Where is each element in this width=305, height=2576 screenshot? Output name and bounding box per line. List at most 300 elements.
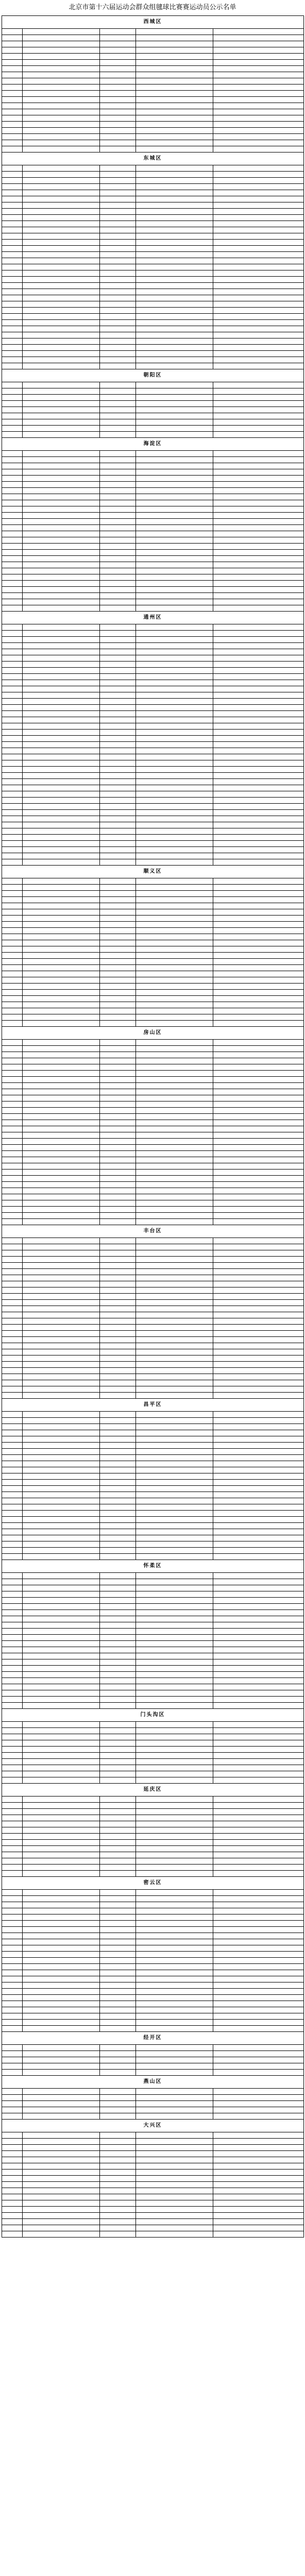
athlete-name-cell	[23, 351, 100, 357]
gender-cell	[100, 1244, 136, 1250]
category-cell	[213, 1443, 304, 1449]
athlete-name-cell	[23, 984, 100, 990]
table-row	[2, 332, 304, 338]
row-number-cell	[2, 1355, 23, 1362]
category-cell	[213, 1151, 304, 1157]
category-cell	[213, 2113, 304, 2120]
row-number-cell	[2, 1927, 23, 1933]
birth-date-cell	[136, 1523, 213, 1529]
table-row	[2, 488, 304, 494]
table-row	[2, 965, 304, 971]
athlete-name-cell	[23, 500, 100, 506]
birth-date-cell	[136, 2013, 213, 2020]
category-cell	[213, 1418, 304, 1424]
row-number-cell	[2, 1182, 23, 1188]
athlete-name-cell	[23, 680, 100, 686]
birth-date-cell	[136, 184, 213, 190]
section-title: 燕山区	[2, 2076, 304, 2089]
table-row	[2, 270, 304, 277]
row-number-cell	[2, 2045, 23, 2051]
birth-date-cell	[136, 351, 213, 357]
row-number-cell	[2, 54, 23, 60]
birth-date-cell	[136, 1263, 213, 1269]
category-cell	[213, 847, 304, 853]
gender-cell	[100, 1765, 136, 1771]
gender-cell	[100, 395, 136, 401]
athlete-name-cell	[23, 668, 100, 674]
birth-date-cell	[136, 1449, 213, 1455]
category-cell	[213, 692, 304, 699]
gender-cell	[100, 1077, 136, 1083]
birth-date-cell	[136, 1139, 213, 1145]
section-title: 朝阳区	[2, 369, 304, 382]
athlete-name-cell	[23, 946, 100, 953]
table-row	[2, 1349, 304, 1355]
athlete-name-cell	[23, 1467, 100, 1473]
row-number-cell	[2, 476, 23, 482]
gender-cell	[100, 1610, 136, 1616]
birth-date-cell	[136, 209, 213, 215]
athlete-name-cell	[23, 1349, 100, 1355]
athlete-name-cell	[23, 1958, 100, 1964]
table-row	[2, 1927, 304, 1933]
table-row	[2, 686, 304, 692]
birth-date-cell	[136, 853, 213, 859]
row-number-cell	[2, 2163, 23, 2170]
birth-date-cell	[136, 1982, 213, 1989]
row-number-cell	[2, 2219, 23, 2225]
birth-date-cell	[136, 1331, 213, 1337]
category-cell	[213, 1914, 304, 1921]
athlete-name-cell	[23, 240, 100, 246]
row-number-cell	[2, 1176, 23, 1182]
table-row	[2, 903, 304, 909]
category-cell	[213, 1386, 304, 1393]
row-number-cell	[2, 388, 23, 395]
athlete-name-cell	[23, 1473, 100, 1480]
athlete-name-cell	[23, 345, 100, 351]
birth-date-cell	[136, 779, 213, 785]
category-cell	[213, 798, 304, 804]
category-cell	[213, 897, 304, 903]
birth-date-cell	[136, 562, 213, 568]
category-cell	[213, 432, 304, 438]
gender-cell	[100, 730, 136, 736]
birth-date-cell	[136, 705, 213, 711]
gender-cell	[100, 1511, 136, 1517]
athlete-name-cell	[23, 2157, 100, 2163]
birth-date-cell	[136, 1486, 213, 1492]
category-cell	[213, 953, 304, 959]
category-cell	[213, 1263, 304, 1269]
row-number-cell	[2, 779, 23, 785]
category-cell	[213, 1014, 304, 1021]
row-number-cell	[2, 227, 23, 233]
table-row	[2, 326, 304, 332]
athlete-name-cell	[23, 971, 100, 977]
table-row	[2, 1908, 304, 1914]
athlete-name-cell	[23, 593, 100, 599]
category-cell	[213, 1176, 304, 1182]
row-number-cell	[2, 1703, 23, 1709]
row-number-cell	[2, 1964, 23, 1970]
table-row	[2, 2151, 304, 2157]
birth-date-cell	[136, 544, 213, 550]
table-row	[2, 1306, 304, 1312]
row-number-cell	[2, 1337, 23, 1343]
gender-cell	[100, 196, 136, 202]
row-number-cell	[2, 1331, 23, 1337]
athlete-name-cell	[23, 1449, 100, 1455]
birth-date-cell	[136, 1014, 213, 1021]
table-row	[2, 1865, 304, 1871]
athlete-name-cell	[23, 816, 100, 822]
athlete-name-cell	[23, 426, 100, 432]
row-number-cell	[2, 1443, 23, 1449]
category-cell	[213, 1908, 304, 1914]
row-number-cell	[2, 878, 23, 885]
row-number-cell	[2, 1591, 23, 1598]
table-row	[2, 1368, 304, 1374]
gender-cell	[100, 351, 136, 357]
table-row	[2, 1071, 304, 1077]
row-number-cell	[2, 1473, 23, 1480]
gender-cell	[100, 1257, 136, 1263]
gender-cell	[100, 711, 136, 717]
table-row	[2, 1678, 304, 1684]
gender-cell	[100, 692, 136, 699]
athlete-name-cell	[23, 1970, 100, 1976]
birth-date-cell	[136, 320, 213, 326]
athlete-name-cell	[23, 1554, 100, 1560]
table-row	[2, 1325, 304, 1331]
row-number-cell	[2, 1821, 23, 1827]
section-title: 房山区	[2, 1027, 304, 1040]
category-cell	[213, 1213, 304, 1219]
category-cell	[213, 295, 304, 301]
birth-date-cell	[136, 1902, 213, 1908]
birth-date-cell	[136, 103, 213, 109]
birth-date-cell	[136, 1858, 213, 1865]
category-cell	[213, 1610, 304, 1616]
row-number-cell	[2, 1933, 23, 1939]
birth-date-cell	[136, 227, 213, 233]
gender-cell	[100, 1492, 136, 1498]
table-row	[2, 544, 304, 550]
row-number-cell	[2, 1809, 23, 1815]
gender-cell	[100, 1591, 136, 1598]
row-number-cell	[2, 2057, 23, 2063]
row-number-cell	[2, 1368, 23, 1374]
athlete-name-cell	[23, 47, 100, 54]
row-number-cell	[2, 1815, 23, 1821]
gender-cell	[100, 407, 136, 413]
row-number-cell	[2, 41, 23, 47]
category-cell	[213, 1114, 304, 1120]
birth-date-cell	[136, 928, 213, 934]
category-cell	[213, 1939, 304, 1945]
table-row	[2, 1921, 304, 1927]
gender-cell	[100, 264, 136, 270]
athlete-name-cell	[23, 2200, 100, 2207]
gender-cell	[100, 401, 136, 407]
table-row	[2, 2013, 304, 2020]
gender-cell	[100, 828, 136, 835]
birth-date-cell	[136, 1071, 213, 1077]
birth-date-cell	[136, 574, 213, 581]
birth-date-cell	[136, 363, 213, 369]
birth-date-cell	[136, 996, 213, 1002]
gender-cell	[100, 1846, 136, 1852]
category-cell	[213, 240, 304, 246]
birth-date-cell	[136, 1058, 213, 1064]
category-cell	[213, 97, 304, 103]
category-cell	[213, 270, 304, 277]
category-cell	[213, 1461, 304, 1467]
birth-date-cell	[136, 488, 213, 494]
category-cell	[213, 1598, 304, 1604]
row-number-cell	[2, 270, 23, 277]
category-cell	[213, 562, 304, 568]
table-row	[2, 1852, 304, 1858]
table-row	[2, 1535, 304, 1541]
row-number-cell	[2, 649, 23, 655]
category-cell	[213, 395, 304, 401]
category-cell	[213, 2219, 304, 2225]
birth-date-cell	[136, 822, 213, 828]
gender-cell	[100, 637, 136, 643]
gender-cell	[100, 1108, 136, 1114]
athlete-name-cell	[23, 2001, 100, 2007]
athlete-name-cell	[23, 891, 100, 897]
row-number-cell	[2, 730, 23, 736]
table-row	[2, 1318, 304, 1325]
row-number-cell	[2, 1139, 23, 1145]
birth-date-cell	[136, 1083, 213, 1089]
gender-cell	[100, 1095, 136, 1101]
table-row	[2, 413, 304, 419]
category-cell	[213, 940, 304, 946]
category-cell	[213, 2213, 304, 2219]
table-row	[2, 605, 304, 612]
category-cell	[213, 934, 304, 940]
table-row	[2, 1480, 304, 1486]
gender-cell	[100, 1604, 136, 1610]
gender-cell	[100, 1467, 136, 1473]
athlete-name-cell	[23, 1207, 100, 1213]
gender-cell	[100, 977, 136, 984]
athlete-name-cell	[23, 1157, 100, 1163]
gender-cell	[100, 1287, 136, 1294]
category-cell	[213, 1089, 304, 1095]
category-cell	[213, 655, 304, 662]
table-row	[2, 513, 304, 519]
birth-date-cell	[136, 2101, 213, 2107]
row-number-cell	[2, 1083, 23, 1089]
birth-date-cell	[136, 1622, 213, 1629]
gender-cell	[100, 767, 136, 773]
athlete-name-cell	[23, 2070, 100, 2076]
birth-date-cell	[136, 252, 213, 258]
birth-date-cell	[136, 1443, 213, 1449]
row-number-cell	[2, 1213, 23, 1219]
row-number-cell	[2, 1040, 23, 1046]
row-number-cell	[2, 1529, 23, 1535]
birth-date-cell	[136, 1834, 213, 1840]
birth-date-cell	[136, 1120, 213, 1126]
athlete-name-cell	[23, 1635, 100, 1641]
table-row	[2, 2070, 304, 2076]
category-cell	[213, 1473, 304, 1480]
birth-date-cell	[136, 1436, 213, 1443]
birth-date-cell	[136, 668, 213, 674]
row-number-cell	[2, 1449, 23, 1455]
gender-cell	[100, 1797, 136, 1803]
gender-cell	[100, 1281, 136, 1287]
athlete-name-cell	[23, 2194, 100, 2200]
gender-cell	[100, 1747, 136, 1753]
row-number-cell	[2, 953, 23, 959]
category-cell	[213, 1300, 304, 1306]
gender-cell	[100, 1939, 136, 1945]
table-row	[2, 922, 304, 928]
athlete-name-cell	[23, 1455, 100, 1461]
category-cell	[213, 1139, 304, 1145]
athlete-name-cell	[23, 165, 100, 172]
category-cell	[213, 649, 304, 655]
athlete-name-cell	[23, 537, 100, 544]
birth-date-cell	[136, 1573, 213, 1579]
section-title: 怀柔区	[2, 1560, 304, 1573]
row-number-cell	[2, 1734, 23, 1740]
gender-cell	[100, 1294, 136, 1300]
birth-date-cell	[136, 308, 213, 314]
athlete-name-cell	[23, 1610, 100, 1616]
athlete-name-cell	[23, 1182, 100, 1188]
table-row	[2, 1412, 304, 1418]
gender-cell	[100, 2182, 136, 2188]
row-number-cell	[2, 1188, 23, 1194]
category-cell	[213, 494, 304, 500]
row-number-cell	[2, 60, 23, 66]
athlete-name-cell	[23, 624, 100, 631]
gender-cell	[100, 1040, 136, 1046]
gender-cell	[100, 1635, 136, 1641]
athlete-name-cell	[23, 41, 100, 47]
table-row	[2, 338, 304, 345]
athlete-name-cell	[23, 1722, 100, 1728]
athlete-name-cell	[23, 2182, 100, 2188]
birth-date-cell	[136, 513, 213, 519]
gender-cell	[100, 190, 136, 196]
athlete-name-cell	[23, 1747, 100, 1753]
row-number-cell	[2, 426, 23, 432]
birth-date-cell	[136, 1412, 213, 1418]
category-cell	[213, 1095, 304, 1101]
table-row	[2, 1740, 304, 1747]
birth-date-cell	[136, 91, 213, 97]
category-cell	[213, 1355, 304, 1362]
section-header	[2, 438, 304, 451]
gender-cell	[100, 1666, 136, 1672]
athlete-name-cell	[23, 1492, 100, 1498]
athlete-name-cell	[23, 1504, 100, 1511]
category-cell	[213, 419, 304, 426]
birth-date-cell	[136, 519, 213, 525]
gender-cell	[100, 252, 136, 258]
table-row	[2, 791, 304, 798]
gender-cell	[100, 903, 136, 909]
athlete-name-cell	[23, 289, 100, 295]
athlete-name-cell	[23, 1585, 100, 1591]
row-number-cell	[2, 506, 23, 513]
category-cell	[213, 556, 304, 562]
table-row	[2, 984, 304, 990]
birth-date-cell	[136, 47, 213, 54]
birth-date-cell	[136, 1921, 213, 1927]
category-cell	[213, 457, 304, 463]
category-cell	[213, 1604, 304, 1610]
table-row	[2, 1287, 304, 1294]
gender-cell	[100, 78, 136, 84]
gender-cell	[100, 1480, 136, 1486]
row-number-cell	[2, 810, 23, 816]
row-number-cell	[2, 1771, 23, 1777]
athlete-name-cell	[23, 2132, 100, 2139]
row-number-cell	[2, 513, 23, 519]
gender-cell	[100, 946, 136, 953]
row-number-cell	[2, 1616, 23, 1622]
birth-date-cell	[136, 1374, 213, 1380]
category-cell	[213, 1424, 304, 1430]
category-cell	[213, 227, 304, 233]
row-number-cell	[2, 432, 23, 438]
row-number-cell	[2, 1511, 23, 1517]
birth-date-cell	[136, 295, 213, 301]
row-number-cell	[2, 1747, 23, 1753]
athlete-name-cell	[23, 1921, 100, 1927]
gender-cell	[100, 1021, 136, 1027]
birth-date-cell	[136, 1517, 213, 1523]
category-cell	[213, 1163, 304, 1170]
gender-cell	[100, 1504, 136, 1511]
gender-cell	[100, 1995, 136, 2001]
gender-cell	[100, 1213, 136, 1219]
table-row	[2, 1101, 304, 1108]
gender-cell	[100, 1343, 136, 1349]
table-row	[2, 779, 304, 785]
table-row	[2, 1504, 304, 1511]
row-number-cell	[2, 1052, 23, 1058]
birth-date-cell	[136, 568, 213, 574]
category-cell	[213, 525, 304, 531]
birth-date-cell	[136, 419, 213, 426]
gender-cell	[100, 1517, 136, 1523]
table-row	[2, 2194, 304, 2200]
row-number-cell	[2, 1740, 23, 1747]
birth-date-cell	[136, 1021, 213, 1027]
category-cell	[213, 122, 304, 128]
table-row	[2, 1021, 304, 1027]
category-cell	[213, 1021, 304, 1027]
athlete-name-cell	[23, 1132, 100, 1139]
birth-date-cell	[136, 2200, 213, 2207]
athlete-name-cell	[23, 599, 100, 605]
table-row	[2, 1517, 304, 1523]
table-row	[2, 146, 304, 152]
row-number-cell	[2, 1145, 23, 1151]
gender-cell	[100, 29, 136, 35]
